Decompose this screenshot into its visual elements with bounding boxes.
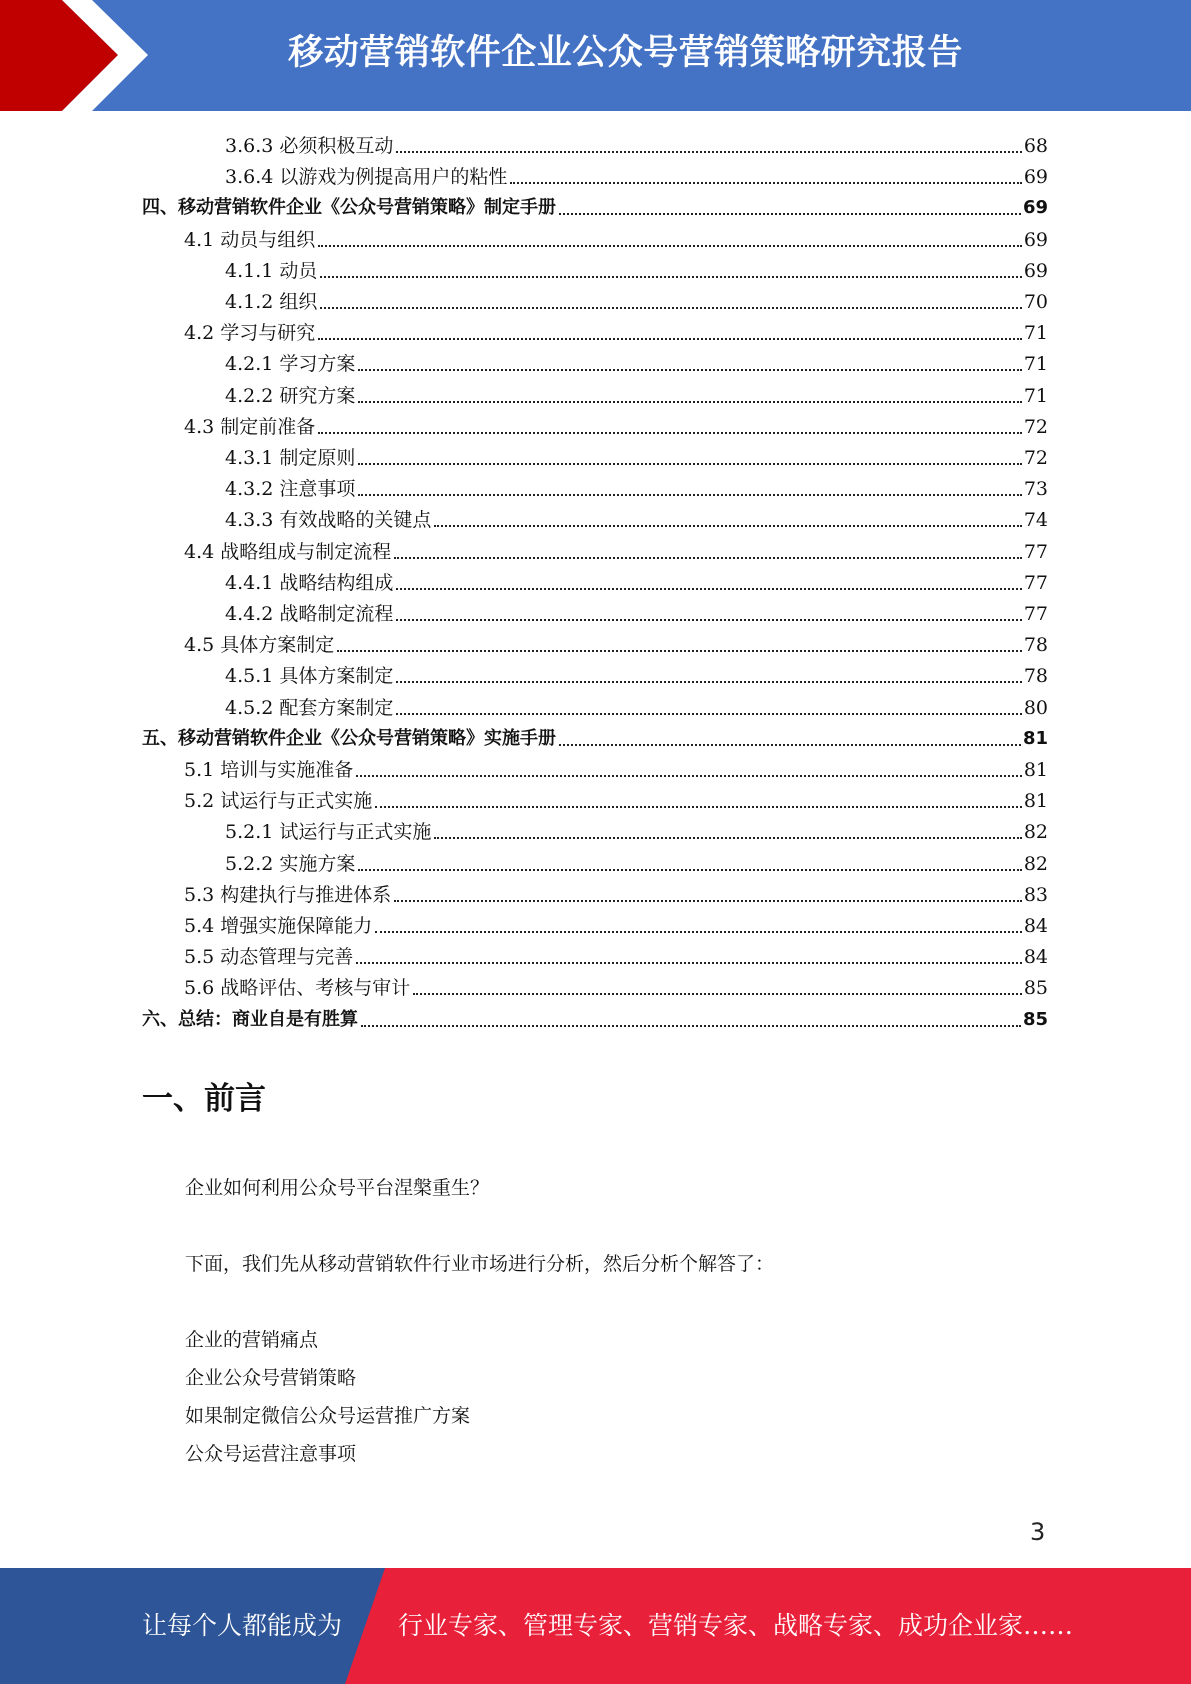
toc-entry[interactable] bbox=[142, 189, 1048, 220]
toc-entry-label: 五、移动营销软件企业《公众号营销策略》实施手册 bbox=[142, 728, 556, 749]
page-number: 3 bbox=[1030, 1518, 1046, 1546]
toc-entry[interactable] bbox=[184, 533, 1048, 564]
toc-entry[interactable] bbox=[142, 720, 1048, 751]
toc-entry-page: 68 bbox=[1023, 135, 1048, 157]
toc-entry-label: 4.3.1 制定原则 bbox=[225, 447, 356, 469]
toc-entry-label: 4.1.2 组织 bbox=[225, 291, 318, 313]
toc-dot-leader bbox=[375, 806, 1022, 808]
toc-entry-label: 3.6.4 以游戏为例提高用户的粘性 bbox=[225, 166, 508, 188]
toc-dot-leader bbox=[375, 931, 1022, 933]
toc-dot-leader bbox=[394, 900, 1022, 902]
toc-dot-leader bbox=[396, 681, 1021, 683]
toc-entry-page: 69 bbox=[1023, 260, 1048, 282]
toc-entry-page: 82 bbox=[1023, 821, 1048, 843]
toc-entry[interactable] bbox=[225, 127, 1048, 158]
toc-entry[interactable] bbox=[225, 283, 1048, 314]
toc-entry-page: 85 bbox=[1023, 977, 1048, 999]
toc-dot-leader bbox=[320, 307, 1021, 309]
toc-dot-leader bbox=[320, 276, 1021, 278]
list-item: 公众号运营注意事项 bbox=[185, 1443, 357, 1465]
toc-entry-label: 3.6.3 必须积极互动 bbox=[225, 135, 394, 157]
toc-dot-leader bbox=[318, 338, 1022, 340]
toc-entry-label: 4.5.1 具体方案制定 bbox=[225, 665, 394, 687]
toc-dot-leader bbox=[559, 744, 1021, 746]
toc-entry[interactable] bbox=[184, 876, 1048, 907]
toc-dot-leader bbox=[318, 245, 1022, 247]
toc-entry-page: 71 bbox=[1023, 385, 1048, 407]
toc-entry-label: 4.3.3 有效战略的关键点 bbox=[225, 509, 432, 531]
toc-entry[interactable] bbox=[142, 1001, 1048, 1032]
toc-dot-leader bbox=[358, 401, 1021, 403]
toc-entry[interactable] bbox=[225, 845, 1048, 876]
toc-entry[interactable] bbox=[225, 158, 1048, 189]
toc-entry[interactable] bbox=[184, 938, 1048, 969]
toc-entry-page: 69 bbox=[1022, 197, 1048, 218]
toc-dot-leader bbox=[358, 869, 1021, 871]
toc-entry-label: 4.4.1 战略结构组成 bbox=[225, 572, 394, 594]
toc-dot-leader bbox=[358, 369, 1021, 371]
toc-dot-leader bbox=[434, 525, 1021, 527]
toc-entry-page: 81 bbox=[1022, 728, 1048, 749]
toc-entry-label: 4.2.1 学习方案 bbox=[225, 353, 356, 375]
toc-entry-label: 5.5 动态管理与完善 bbox=[184, 946, 354, 968]
toc-entry-page: 84 bbox=[1023, 946, 1048, 968]
toc-entry[interactable] bbox=[225, 657, 1048, 688]
toc-entry-page: 77 bbox=[1023, 541, 1048, 563]
toc-dot-leader bbox=[394, 557, 1022, 559]
toc-entry-label: 5.2.2 实施方案 bbox=[225, 853, 356, 875]
toc-entry-page: 77 bbox=[1023, 603, 1048, 625]
toc-entry-page: 84 bbox=[1023, 915, 1048, 937]
toc-entry[interactable] bbox=[184, 969, 1048, 1000]
toc-entry-page: 72 bbox=[1023, 416, 1048, 438]
toc-dot-leader bbox=[358, 463, 1021, 465]
toc-entry[interactable] bbox=[184, 408, 1048, 439]
toc-entry-label: 4.1 动员与组织 bbox=[184, 229, 316, 251]
toc-entry-label: 4.5.2 配套方案制定 bbox=[225, 697, 394, 719]
toc-entry[interactable] bbox=[225, 595, 1048, 626]
footer-slogan-right: 行业专家、管理专家、营销专家、战略专家、成功企业家…… bbox=[398, 1611, 1074, 1640]
toc-entry-label: 4.5 具体方案制定 bbox=[184, 634, 335, 656]
toc-entry-label: 4.3.2 注意事项 bbox=[225, 478, 356, 500]
toc-entry-label: 4.4.2 战略制定流程 bbox=[225, 603, 394, 625]
toc-dot-leader bbox=[337, 650, 1022, 652]
toc-entry[interactable] bbox=[184, 221, 1048, 252]
toc-entry[interactable] bbox=[225, 345, 1048, 376]
toc-entry-page: 74 bbox=[1023, 509, 1048, 531]
intro-paragraph: 下面，我们先从移动营销软件行业市场进行分析，然后分析个解答了： bbox=[185, 1253, 775, 1275]
toc-entry-page: 81 bbox=[1023, 759, 1048, 781]
list-item: 企业公众号营销策略 bbox=[185, 1367, 357, 1389]
toc-entry-page: 81 bbox=[1023, 790, 1048, 812]
toc-entry-page: 78 bbox=[1023, 665, 1048, 687]
toc-dot-leader bbox=[413, 993, 1022, 995]
toc-entry[interactable] bbox=[225, 470, 1048, 501]
toc-entry-page: 71 bbox=[1023, 322, 1048, 344]
toc-entry[interactable] bbox=[184, 782, 1048, 813]
toc-entry[interactable] bbox=[184, 751, 1048, 782]
toc-entry[interactable] bbox=[225, 439, 1048, 470]
toc-entry-page: 69 bbox=[1023, 166, 1048, 188]
document-title: 移动营销软件企业公众号营销策略研究报告 bbox=[288, 33, 963, 73]
page-header bbox=[0, 0, 1191, 111]
toc-entry-label: 4.4 战略组成与制定流程 bbox=[184, 541, 392, 563]
section-heading: 一、前言 bbox=[142, 1081, 266, 1117]
toc-entry-page: 69 bbox=[1023, 229, 1048, 251]
toc-entry[interactable] bbox=[225, 252, 1048, 283]
page-footer bbox=[0, 1568, 1191, 1684]
toc-entry-page: 82 bbox=[1023, 853, 1048, 875]
toc-dot-leader bbox=[318, 432, 1022, 434]
toc-entry-label: 四、移动营销软件企业《公众号营销策略》制定手册 bbox=[142, 197, 556, 218]
toc-entry[interactable] bbox=[225, 564, 1048, 595]
toc-entry-label: 4.3 制定前准备 bbox=[184, 416, 316, 438]
toc-entry[interactable] bbox=[184, 907, 1048, 938]
toc-entry-page: 77 bbox=[1023, 572, 1048, 594]
toc-dot-leader bbox=[396, 619, 1021, 621]
list-item: 企业的营销痛点 bbox=[185, 1329, 319, 1351]
toc-entry-label: 4.2 学习与研究 bbox=[184, 322, 316, 344]
toc-entry-label: 5.1 培训与实施准备 bbox=[184, 759, 354, 781]
toc-entry-page: 71 bbox=[1023, 353, 1048, 375]
toc-entry-page: 83 bbox=[1023, 884, 1048, 906]
toc-dot-leader bbox=[356, 775, 1022, 777]
toc-dot-leader bbox=[559, 213, 1021, 215]
toc-entry[interactable] bbox=[184, 626, 1048, 657]
toc-entry-page: 72 bbox=[1023, 447, 1048, 469]
toc-entry-page: 70 bbox=[1023, 291, 1048, 313]
toc-entry[interactable] bbox=[225, 813, 1048, 844]
toc-dot-leader bbox=[396, 588, 1021, 590]
toc-dot-leader bbox=[396, 151, 1021, 153]
toc-entry-page: 85 bbox=[1022, 1009, 1048, 1030]
toc-entry-label: 5.2 试运行与正式实施 bbox=[184, 790, 373, 812]
toc-entry-label: 4.2.2 研究方案 bbox=[225, 385, 356, 407]
toc-dot-leader bbox=[361, 1025, 1021, 1027]
toc-entry-label: 4.1.1 动员 bbox=[225, 260, 318, 282]
toc-entry-label: 5.2.1 试运行与正式实施 bbox=[225, 821, 432, 843]
toc-entry-page: 73 bbox=[1023, 478, 1048, 500]
toc-entry[interactable] bbox=[225, 689, 1048, 720]
intro-question: 企业如何利用公众号平台涅槃重生？ bbox=[185, 1177, 490, 1199]
toc-entry-label: 5.4 增强实施保障能力 bbox=[184, 915, 373, 937]
toc-entry[interactable] bbox=[184, 314, 1048, 345]
toc-dot-leader bbox=[358, 494, 1021, 496]
toc-dot-leader bbox=[356, 962, 1022, 964]
toc-entry-page: 78 bbox=[1023, 634, 1048, 656]
list-item: 如果制定微信公众号运营推广方案 bbox=[185, 1405, 471, 1427]
toc-entry-label: 5.6 战略评估、考核与审计 bbox=[184, 977, 411, 999]
footer-slogan-left: 让每个人都能成为 bbox=[142, 1611, 343, 1640]
toc-entry-label: 5.3 构建执行与推进体系 bbox=[184, 884, 392, 906]
toc-dot-leader bbox=[396, 713, 1021, 715]
toc-dot-leader bbox=[434, 837, 1021, 839]
toc-dot-leader bbox=[510, 182, 1021, 184]
toc-entry-label: 六、总结：商业自是有胜算 bbox=[142, 1009, 358, 1030]
toc-entry[interactable] bbox=[225, 377, 1048, 408]
toc-entry[interactable] bbox=[225, 501, 1048, 532]
toc-entry-page: 80 bbox=[1023, 697, 1048, 719]
